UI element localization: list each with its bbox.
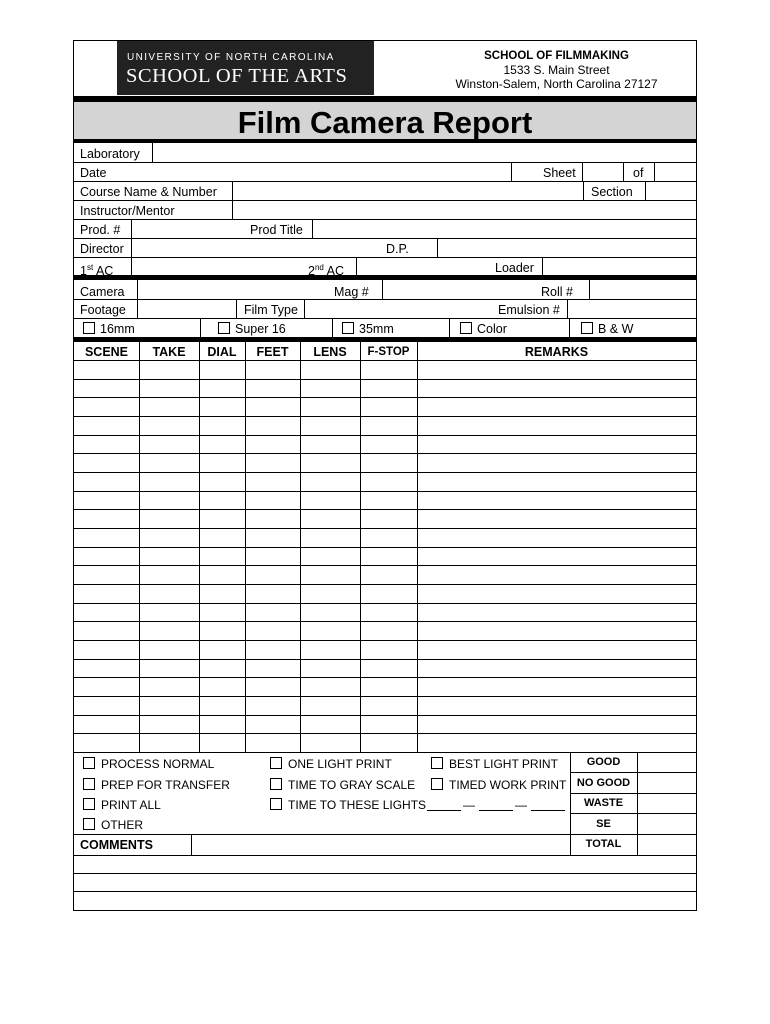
option-time-to-gray-scale[interactable]: TIME TO GRAY SCALE (270, 777, 430, 793)
first-ac-field[interactable] (132, 257, 302, 275)
camera-label: Camera (80, 285, 125, 299)
table-cell-remarks[interactable] (418, 380, 696, 398)
option-one-light-print[interactable]: ONE LIGHT PRINT (270, 756, 430, 772)
option-process-normal[interactable]: PROCESS NORMAL (83, 756, 263, 772)
camera-report-form (73, 40, 697, 911)
table-row (74, 566, 696, 584)
table-row (74, 716, 696, 734)
table-cell-scene[interactable] (75, 510, 139, 528)
format-super16[interactable]: Super 16 (218, 321, 328, 336)
table-row (74, 492, 696, 510)
table-cell-feet[interactable] (246, 380, 300, 398)
table-cell-lens[interactable] (301, 697, 360, 715)
laboratory-field[interactable] (153, 143, 696, 162)
shot-log-table (74, 342, 696, 752)
table-cell-remarks[interactable] (418, 548, 696, 566)
first-ac-label: 1st AC (80, 263, 114, 279)
table-row (74, 660, 696, 678)
comments-line[interactable] (74, 892, 696, 910)
table-cell-scene[interactable] (75, 660, 139, 678)
table-cell-take[interactable] (140, 641, 199, 659)
checkbox[interactable] (218, 322, 230, 334)
col-header-remarks: REMARKS (524, 345, 589, 359)
table-cell-fstop[interactable] (361, 529, 417, 547)
instructor-label: Instructor/Mentor (80, 204, 175, 218)
table-cell-feet[interactable] (246, 436, 300, 454)
table-cell-dial[interactable] (200, 380, 245, 398)
col-header-fstop: F-STOP (367, 346, 410, 358)
table-row (74, 697, 696, 715)
table-cell-scene[interactable] (75, 492, 139, 510)
logo-line1: UNIVERSITY OF NORTH CAROLINA (127, 52, 335, 63)
table-cell-remarks[interactable] (418, 361, 696, 379)
table-cell-feet[interactable] (246, 734, 300, 752)
table-cell-dial[interactable] (200, 641, 245, 659)
table-cell-dial[interactable] (200, 585, 245, 603)
table-cell-feet[interactable] (246, 585, 300, 603)
table-cell-feet[interactable] (246, 417, 300, 435)
table-row (74, 585, 696, 603)
table-row (74, 380, 696, 398)
table-cell-fstop[interactable] (361, 473, 417, 491)
prod-number-field[interactable] (132, 219, 242, 238)
section-field[interactable] (646, 181, 696, 200)
checkbox[interactable] (83, 757, 95, 769)
table-cell-remarks[interactable] (418, 436, 696, 454)
table-cell-scene[interactable] (75, 641, 139, 659)
table-cell-lens[interactable] (301, 678, 360, 696)
checkbox[interactable] (270, 778, 282, 790)
date-label: Date (80, 166, 107, 180)
table-cell-fstop[interactable] (361, 492, 417, 510)
table-cell-lens[interactable] (301, 566, 360, 584)
table-cell-lens[interactable] (301, 529, 360, 547)
checkbox[interactable] (581, 322, 593, 334)
emulsion-label: Emulsion # (498, 303, 560, 317)
checkbox[interactable] (431, 757, 443, 769)
waste-label: WASTE (583, 797, 624, 809)
prod-title-field[interactable] (313, 219, 696, 238)
table-row (74, 622, 696, 640)
table-cell-lens[interactable] (301, 510, 360, 528)
dp-field[interactable] (438, 238, 696, 257)
checkbox[interactable] (83, 778, 95, 790)
good-label: GOOD (586, 756, 621, 768)
table-row (74, 678, 696, 696)
table-cell-dial[interactable] (200, 473, 245, 491)
second-ac-label: 2nd AC (308, 263, 345, 279)
table-cell-lens[interactable] (301, 585, 360, 603)
checkbox[interactable] (460, 322, 472, 334)
table-cell-fstop[interactable] (361, 436, 417, 454)
camera-field[interactable] (138, 280, 328, 299)
table-cell-scene[interactable] (75, 697, 139, 715)
table-cell-take[interactable] (140, 697, 199, 715)
light-separator: — (515, 798, 527, 812)
table-cell-scene[interactable] (75, 548, 139, 566)
course-label: Course Name & Number (80, 185, 217, 199)
table-cell-lens[interactable] (301, 604, 360, 622)
table-cell-dial[interactable] (200, 566, 245, 584)
total-label: TOTAL (585, 838, 622, 850)
total-field[interactable] (638, 835, 696, 855)
table-cell-lens[interactable] (301, 454, 360, 472)
light-value-1[interactable] (427, 810, 461, 811)
table-cell-dial[interactable] (200, 548, 245, 566)
option-timed-work-print[interactable]: TIMED WORK PRINT (431, 777, 571, 793)
checkbox[interactable] (270, 798, 282, 810)
table-cell-remarks[interactable] (418, 660, 696, 678)
table-cell-remarks[interactable] (418, 510, 696, 528)
loader-field[interactable] (543, 257, 696, 275)
table-row (74, 529, 696, 547)
of-label: of (633, 166, 644, 180)
table-cell-remarks[interactable] (418, 734, 696, 752)
sheet-total-field[interactable] (655, 162, 696, 181)
table-cell-take[interactable] (140, 510, 199, 528)
table-cell-take[interactable] (140, 734, 199, 752)
table-cell-take[interactable] (140, 660, 199, 678)
option-print-all[interactable]: PRINT ALL (83, 797, 263, 813)
col-header-lens: LENS (313, 345, 347, 359)
table-cell-fstop[interactable] (361, 510, 417, 528)
table-cell-scene[interactable] (75, 473, 139, 491)
school-city: Winston-Salem, North Carolina 27127 (455, 77, 658, 91)
table-cell-dial[interactable] (200, 529, 245, 547)
table-row (74, 548, 696, 566)
table-cell-remarks[interactable] (418, 622, 696, 640)
table-cell-lens[interactable] (301, 398, 360, 416)
date-field[interactable] (114, 162, 511, 181)
light-separator: — (463, 798, 475, 812)
table-cell-take[interactable] (140, 473, 199, 491)
no-good-field[interactable] (638, 773, 696, 793)
table-cell-lens[interactable] (301, 417, 360, 435)
table-cell-fstop[interactable] (361, 734, 417, 752)
table-cell-scene[interactable] (75, 454, 139, 472)
table-cell-remarks[interactable] (418, 697, 696, 715)
table-row (74, 510, 696, 528)
comments-line[interactable] (74, 874, 696, 891)
table-cell-take[interactable] (140, 566, 199, 584)
table-cell-remarks[interactable] (418, 604, 696, 622)
light-value-3[interactable] (531, 810, 565, 811)
table-cell-feet[interactable] (246, 660, 300, 678)
table-cell-take[interactable] (140, 529, 199, 547)
table-row (74, 398, 696, 416)
table-cell-remarks[interactable] (418, 641, 696, 659)
table-cell-scene[interactable] (75, 380, 139, 398)
table-cell-dial[interactable] (200, 678, 245, 696)
table-cell-scene[interactable] (75, 585, 139, 603)
table-cell-lens[interactable] (301, 660, 360, 678)
table-cell-feet[interactable] (246, 529, 300, 547)
table-cell-feet[interactable] (246, 697, 300, 715)
table-cell-lens[interactable] (301, 622, 360, 640)
table-cell-remarks[interactable] (418, 473, 696, 491)
table-cell-scene[interactable] (75, 716, 139, 734)
table-cell-take[interactable] (140, 604, 199, 622)
table-cell-fstop[interactable] (361, 585, 417, 603)
instructor-field[interactable] (233, 200, 696, 219)
waste-field[interactable] (638, 794, 696, 813)
table-cell-remarks[interactable] (418, 492, 696, 510)
school-name: SCHOOL OF FILMMAKING (484, 50, 629, 62)
table-cell-take[interactable] (140, 380, 199, 398)
footage-field[interactable] (138, 299, 236, 318)
table-cell-lens[interactable] (301, 548, 360, 566)
table-cell-take[interactable] (140, 548, 199, 566)
table-row (74, 454, 696, 472)
table-cell-scene[interactable] (75, 417, 139, 435)
table-cell-dial[interactable] (200, 716, 245, 734)
table-cell-dial[interactable] (200, 697, 245, 715)
good-field[interactable] (638, 752, 696, 772)
table-cell-lens[interactable] (301, 436, 360, 454)
school-street: 1533 S. Main Street (503, 63, 610, 77)
table-cell-scene[interactable] (75, 436, 139, 454)
table-cell-lens[interactable] (301, 734, 360, 752)
director-label: Director (80, 242, 124, 256)
table-cell-dial[interactable] (200, 398, 245, 416)
page-title: Film Camera Report (237, 105, 533, 140)
table-cell-remarks[interactable] (418, 678, 696, 696)
format-bw[interactable]: B & W (581, 321, 691, 336)
col-header-feet: FEET (256, 345, 289, 359)
table-cell-fstop[interactable] (361, 566, 417, 584)
table-cell-fstop[interactable] (361, 361, 417, 379)
table-cell-remarks[interactable] (418, 417, 696, 435)
table-cell-fstop[interactable] (361, 417, 417, 435)
checkbox[interactable] (83, 322, 95, 334)
table-cell-dial[interactable] (200, 417, 245, 435)
table-cell-dial[interactable] (200, 734, 245, 752)
roll-label: Roll # (541, 285, 573, 299)
laboratory-label: Laboratory (80, 147, 140, 161)
table-cell-take[interactable] (140, 398, 199, 416)
comments-line[interactable] (74, 856, 696, 873)
table-row (74, 417, 696, 435)
table-cell-scene[interactable] (75, 622, 139, 640)
col-header-take: TAKE (152, 345, 186, 359)
option-prep-for-transfer[interactable]: PREP FOR TRANSFER (83, 777, 263, 793)
table-cell-fstop[interactable] (361, 660, 417, 678)
table-cell-remarks[interactable] (418, 454, 696, 472)
table-cell-lens[interactable] (301, 641, 360, 659)
table-cell-scene[interactable] (75, 529, 139, 547)
table-cell-dial[interactable] (200, 492, 245, 510)
mag-label: Mag # (334, 285, 369, 299)
prod-number-label: Prod. # (80, 223, 121, 237)
table-cell-dial[interactable] (200, 660, 245, 678)
table-cell-take[interactable] (140, 454, 199, 472)
table-row (74, 473, 696, 491)
checkbox[interactable] (431, 778, 443, 790)
second-ac-field[interactable] (357, 257, 487, 275)
checkbox[interactable] (342, 322, 354, 334)
table-cell-feet[interactable] (246, 622, 300, 640)
table-cell-remarks[interactable] (418, 716, 696, 734)
film-type-field[interactable] (305, 299, 485, 318)
table-cell-take[interactable] (140, 417, 199, 435)
table-cell-take[interactable] (140, 585, 199, 603)
table-cell-fstop[interactable] (361, 716, 417, 734)
table-cell-feet[interactable] (246, 548, 300, 566)
table-cell-feet[interactable] (246, 510, 300, 528)
option-time-to-these-lights[interactable]: TIME TO THESE LIGHTS (270, 797, 570, 813)
table-row (74, 734, 696, 752)
light-value-2[interactable] (479, 810, 513, 811)
section-label: Section (591, 185, 633, 199)
comments-field[interactable] (192, 834, 570, 855)
table-cell-dial[interactable] (200, 436, 245, 454)
footage-label: Footage (80, 303, 126, 317)
checkbox[interactable] (83, 798, 95, 810)
table-cell-take[interactable] (140, 622, 199, 640)
table-cell-scene[interactable] (75, 361, 139, 379)
table-cell-feet[interactable] (246, 492, 300, 510)
table-cell-fstop[interactable] (361, 678, 417, 696)
table-cell-lens[interactable] (301, 473, 360, 491)
table-cell-fstop[interactable] (361, 454, 417, 472)
table-cell-feet[interactable] (246, 454, 300, 472)
table-cell-feet[interactable] (246, 566, 300, 584)
table-cell-fstop[interactable] (361, 604, 417, 622)
table-cell-dial[interactable] (200, 604, 245, 622)
table-cell-fstop[interactable] (361, 380, 417, 398)
table-row (74, 641, 696, 659)
course-field[interactable] (233, 181, 583, 200)
film-type-label: Film Type (244, 303, 298, 317)
roll-field[interactable] (590, 280, 696, 299)
table-cell-scene[interactable] (75, 678, 139, 696)
table-cell-feet[interactable] (246, 398, 300, 416)
mag-field[interactable] (383, 280, 533, 299)
table-cell-feet[interactable] (246, 473, 300, 491)
table-cell-remarks[interactable] (418, 566, 696, 584)
format-16mm[interactable]: 16mm (83, 321, 193, 336)
emulsion-field[interactable] (568, 299, 696, 318)
table-cell-dial[interactable] (200, 454, 245, 472)
sheet-label: Sheet (543, 166, 576, 180)
table-cell-remarks[interactable] (418, 585, 696, 603)
no-good-label: NO GOOD (576, 777, 631, 789)
table-cell-take[interactable] (140, 716, 199, 734)
format-35mm[interactable]: 35mm (342, 321, 452, 336)
option-other[interactable]: OTHER (83, 817, 263, 833)
logo-line2: SCHOOL OF THE ARTS (126, 65, 348, 87)
table-cell-take[interactable] (140, 361, 199, 379)
table-row (74, 436, 696, 454)
se-label: SE (596, 818, 611, 830)
table-cell-take[interactable] (140, 678, 199, 696)
table-cell-remarks[interactable] (418, 529, 696, 547)
table-cell-lens[interactable] (301, 380, 360, 398)
school-logo (117, 41, 374, 95)
table-row (74, 361, 696, 379)
table-cell-take[interactable] (140, 436, 199, 454)
table-cell-remarks[interactable] (418, 398, 696, 416)
director-field[interactable] (132, 238, 382, 257)
table-cell-feet[interactable] (246, 678, 300, 696)
col-header-scene: SCENE (84, 345, 129, 359)
col-header-dial: DIAL (207, 345, 237, 359)
table-cell-scene[interactable] (75, 398, 139, 416)
table-cell-scene[interactable] (75, 566, 139, 584)
table-cell-fstop[interactable] (361, 641, 417, 659)
format-color[interactable]: Color (460, 321, 570, 336)
table-cell-feet[interactable] (246, 716, 300, 734)
table-cell-feet[interactable] (246, 604, 300, 622)
loader-label: Loader (495, 261, 534, 275)
se-field[interactable] (638, 814, 696, 834)
table-cell-dial[interactable] (200, 622, 245, 640)
table-cell-lens[interactable] (301, 716, 360, 734)
table-cell-dial[interactable] (200, 361, 245, 379)
option-best-light-print[interactable]: BEST LIGHT PRINT (431, 756, 571, 772)
checkbox[interactable] (83, 818, 95, 830)
table-cell-fstop[interactable] (361, 548, 417, 566)
dp-label: D.P. (386, 242, 409, 256)
table-cell-take[interactable] (140, 492, 199, 510)
comments-label: COMMENTS (80, 838, 153, 852)
table-cell-lens[interactable] (301, 361, 360, 379)
table-row (74, 604, 696, 622)
table-cell-feet[interactable] (246, 641, 300, 659)
table-cell-lens[interactable] (301, 492, 360, 510)
table-cell-scene[interactable] (75, 734, 139, 752)
table-cell-fstop[interactable] (361, 398, 417, 416)
title-band (74, 96, 696, 143)
table-cell-scene[interactable] (75, 604, 139, 622)
table-cell-fstop[interactable] (361, 697, 417, 715)
table-cell-feet[interactable] (246, 361, 300, 379)
sheet-field[interactable] (583, 162, 623, 181)
prod-title-label: Prod Title (250, 223, 303, 237)
checkbox[interactable] (270, 757, 282, 769)
table-cell-fstop[interactable] (361, 622, 417, 640)
table-cell-dial[interactable] (200, 510, 245, 528)
